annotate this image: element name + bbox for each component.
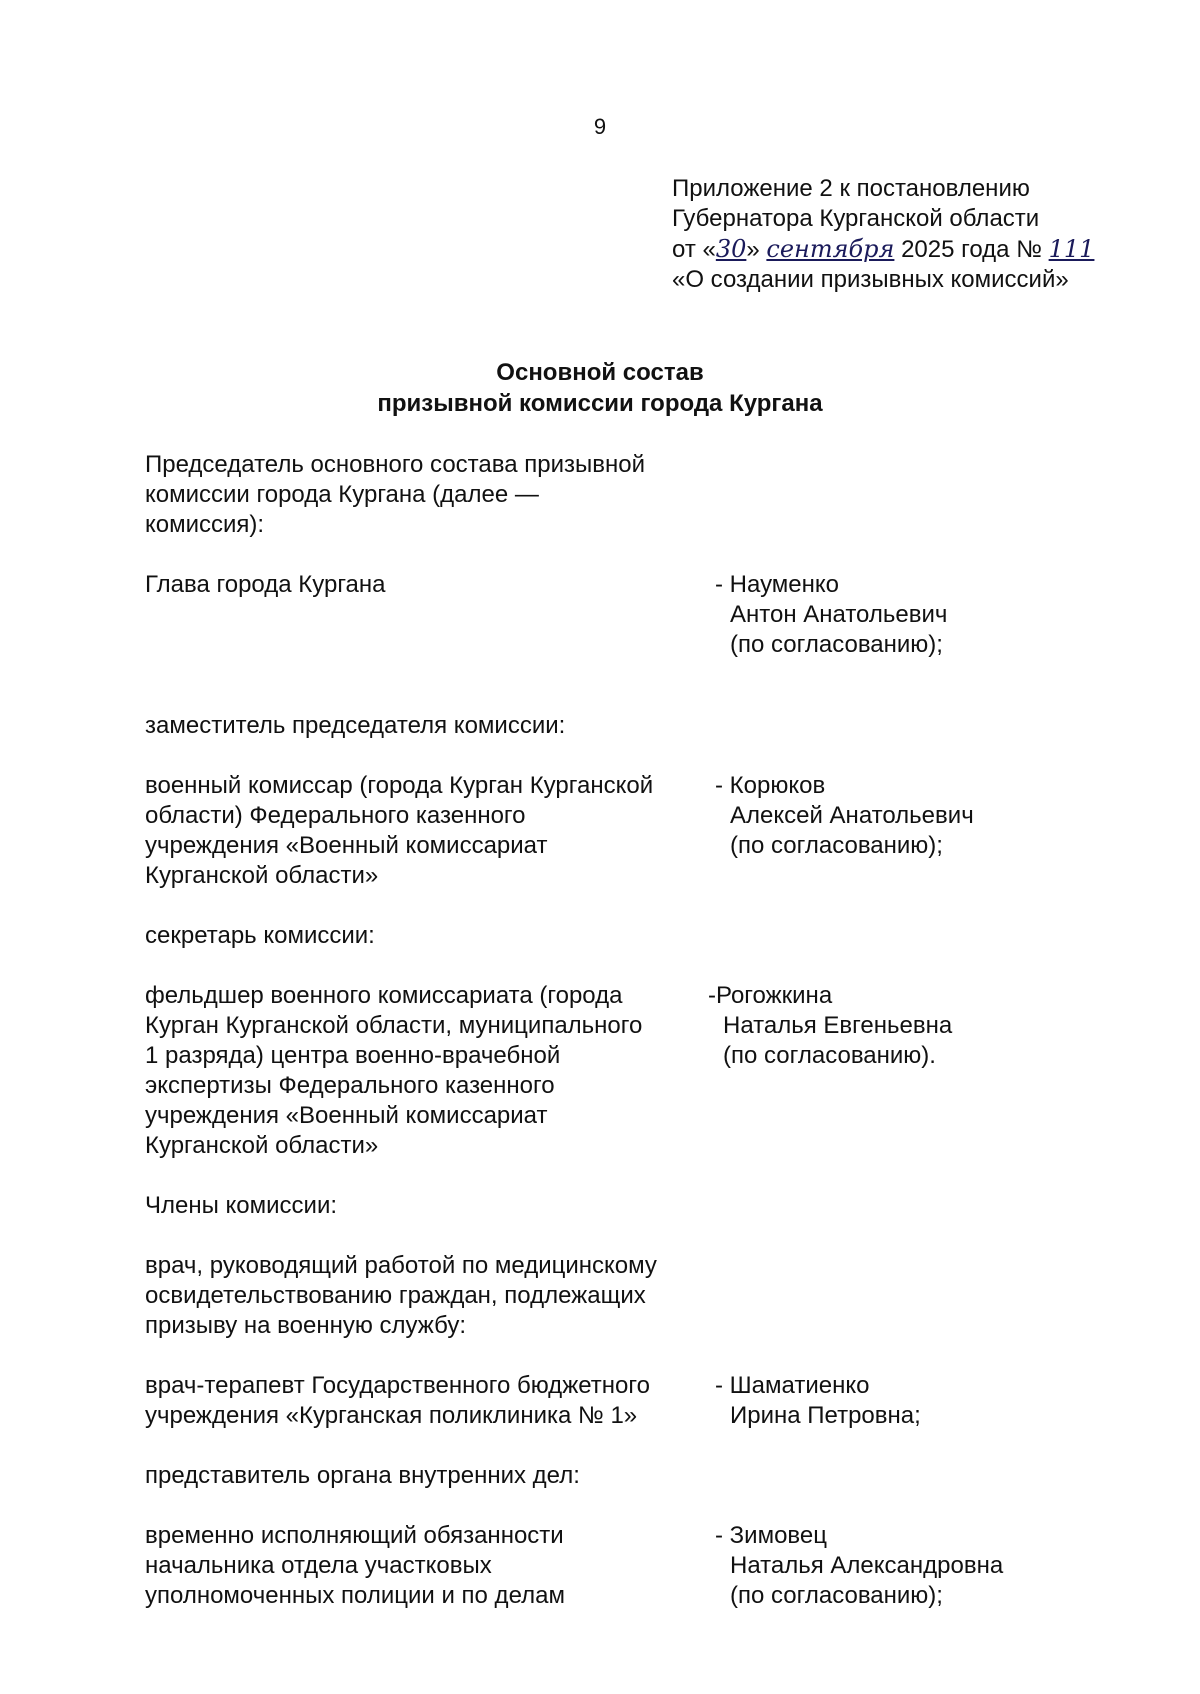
doctor-person: - Шаматиенко Ирина Петровна; xyxy=(715,1372,921,1429)
secretary-row xyxy=(145,981,1145,1161)
deputy-position: военный комиссар (города Курган Курганской области) Федерального казенного учреждения «Военный комиссариат Курганской области» xyxy=(145,772,654,889)
deputy-row xyxy=(145,771,1145,891)
appendix-date-line xyxy=(672,234,1172,265)
secretary-person: -Рогожкина Наталья Евгеньевна (по согласованию). xyxy=(708,982,953,1069)
commission-list xyxy=(145,450,1145,1611)
secretary-heading: секретарь комиссии: xyxy=(145,922,375,949)
appendix-header xyxy=(672,174,1172,295)
police-row xyxy=(145,1521,1145,1611)
handwritten-month: сентября xyxy=(766,235,895,263)
title-line-1: Основной состав xyxy=(496,359,704,386)
page-number: 9 xyxy=(593,114,607,139)
chair-person: - Науменко Антон Анатольевич (по согласованию); xyxy=(715,571,948,658)
police-heading: представитель органа внутренних дел: xyxy=(145,1462,580,1489)
date-prefix: от « xyxy=(672,236,716,263)
deputy-person: - Корюков Алексей Анатольевич (по согласованию); xyxy=(715,772,974,859)
police-position: временно исполняющий обязанности начальника отдела участковых уполномоченных полиции и по делам xyxy=(145,1522,565,1609)
document-title xyxy=(0,357,1200,419)
police-person: - Зимовец Наталья Александровна (по согласованию); xyxy=(715,1522,1004,1609)
members-heading: Члены комиссии: xyxy=(145,1192,338,1219)
handwritten-day: 30 xyxy=(715,235,747,263)
chair-position: Глава города Кургана xyxy=(145,571,386,598)
appendix-line-1: Приложение 2 к постановлению xyxy=(672,175,1030,202)
date-mid: » xyxy=(746,236,767,263)
appendix-line-2: Губернатора Курганской области xyxy=(672,205,1040,232)
appendix-line-4: «О создании призывных комиссий» xyxy=(672,266,1069,293)
doctor-heading: врач, руководящий работой по медицинскому освидетельствованию граждан, подлежащих призыву на военную службу: xyxy=(145,1252,657,1339)
title-line-2: призывной комиссии города Кургана xyxy=(377,390,823,417)
handwritten-number: 111 xyxy=(1048,235,1095,263)
doctor-row xyxy=(145,1371,1145,1431)
chair-heading: Председатель основного состава призывной комиссии города Кургана (далее — комиссия): xyxy=(145,451,646,538)
deputy-heading: заместитель председателя комиссии: xyxy=(145,712,566,739)
chair-row xyxy=(145,570,1145,660)
date-year: 2025 года № xyxy=(894,236,1049,263)
doctor-position: врач-терапевт Государственного бюджетного учреждения «Курганская поликлиника № 1» xyxy=(145,1372,650,1429)
secretary-position: фельдшер военного комиссариата (города Курган Курганской области, муниципального 1 разряда) центра военно-врачебной экспертизы Федерального казенного учреждения «Военный комиссариат Курганской области» xyxy=(145,982,643,1159)
